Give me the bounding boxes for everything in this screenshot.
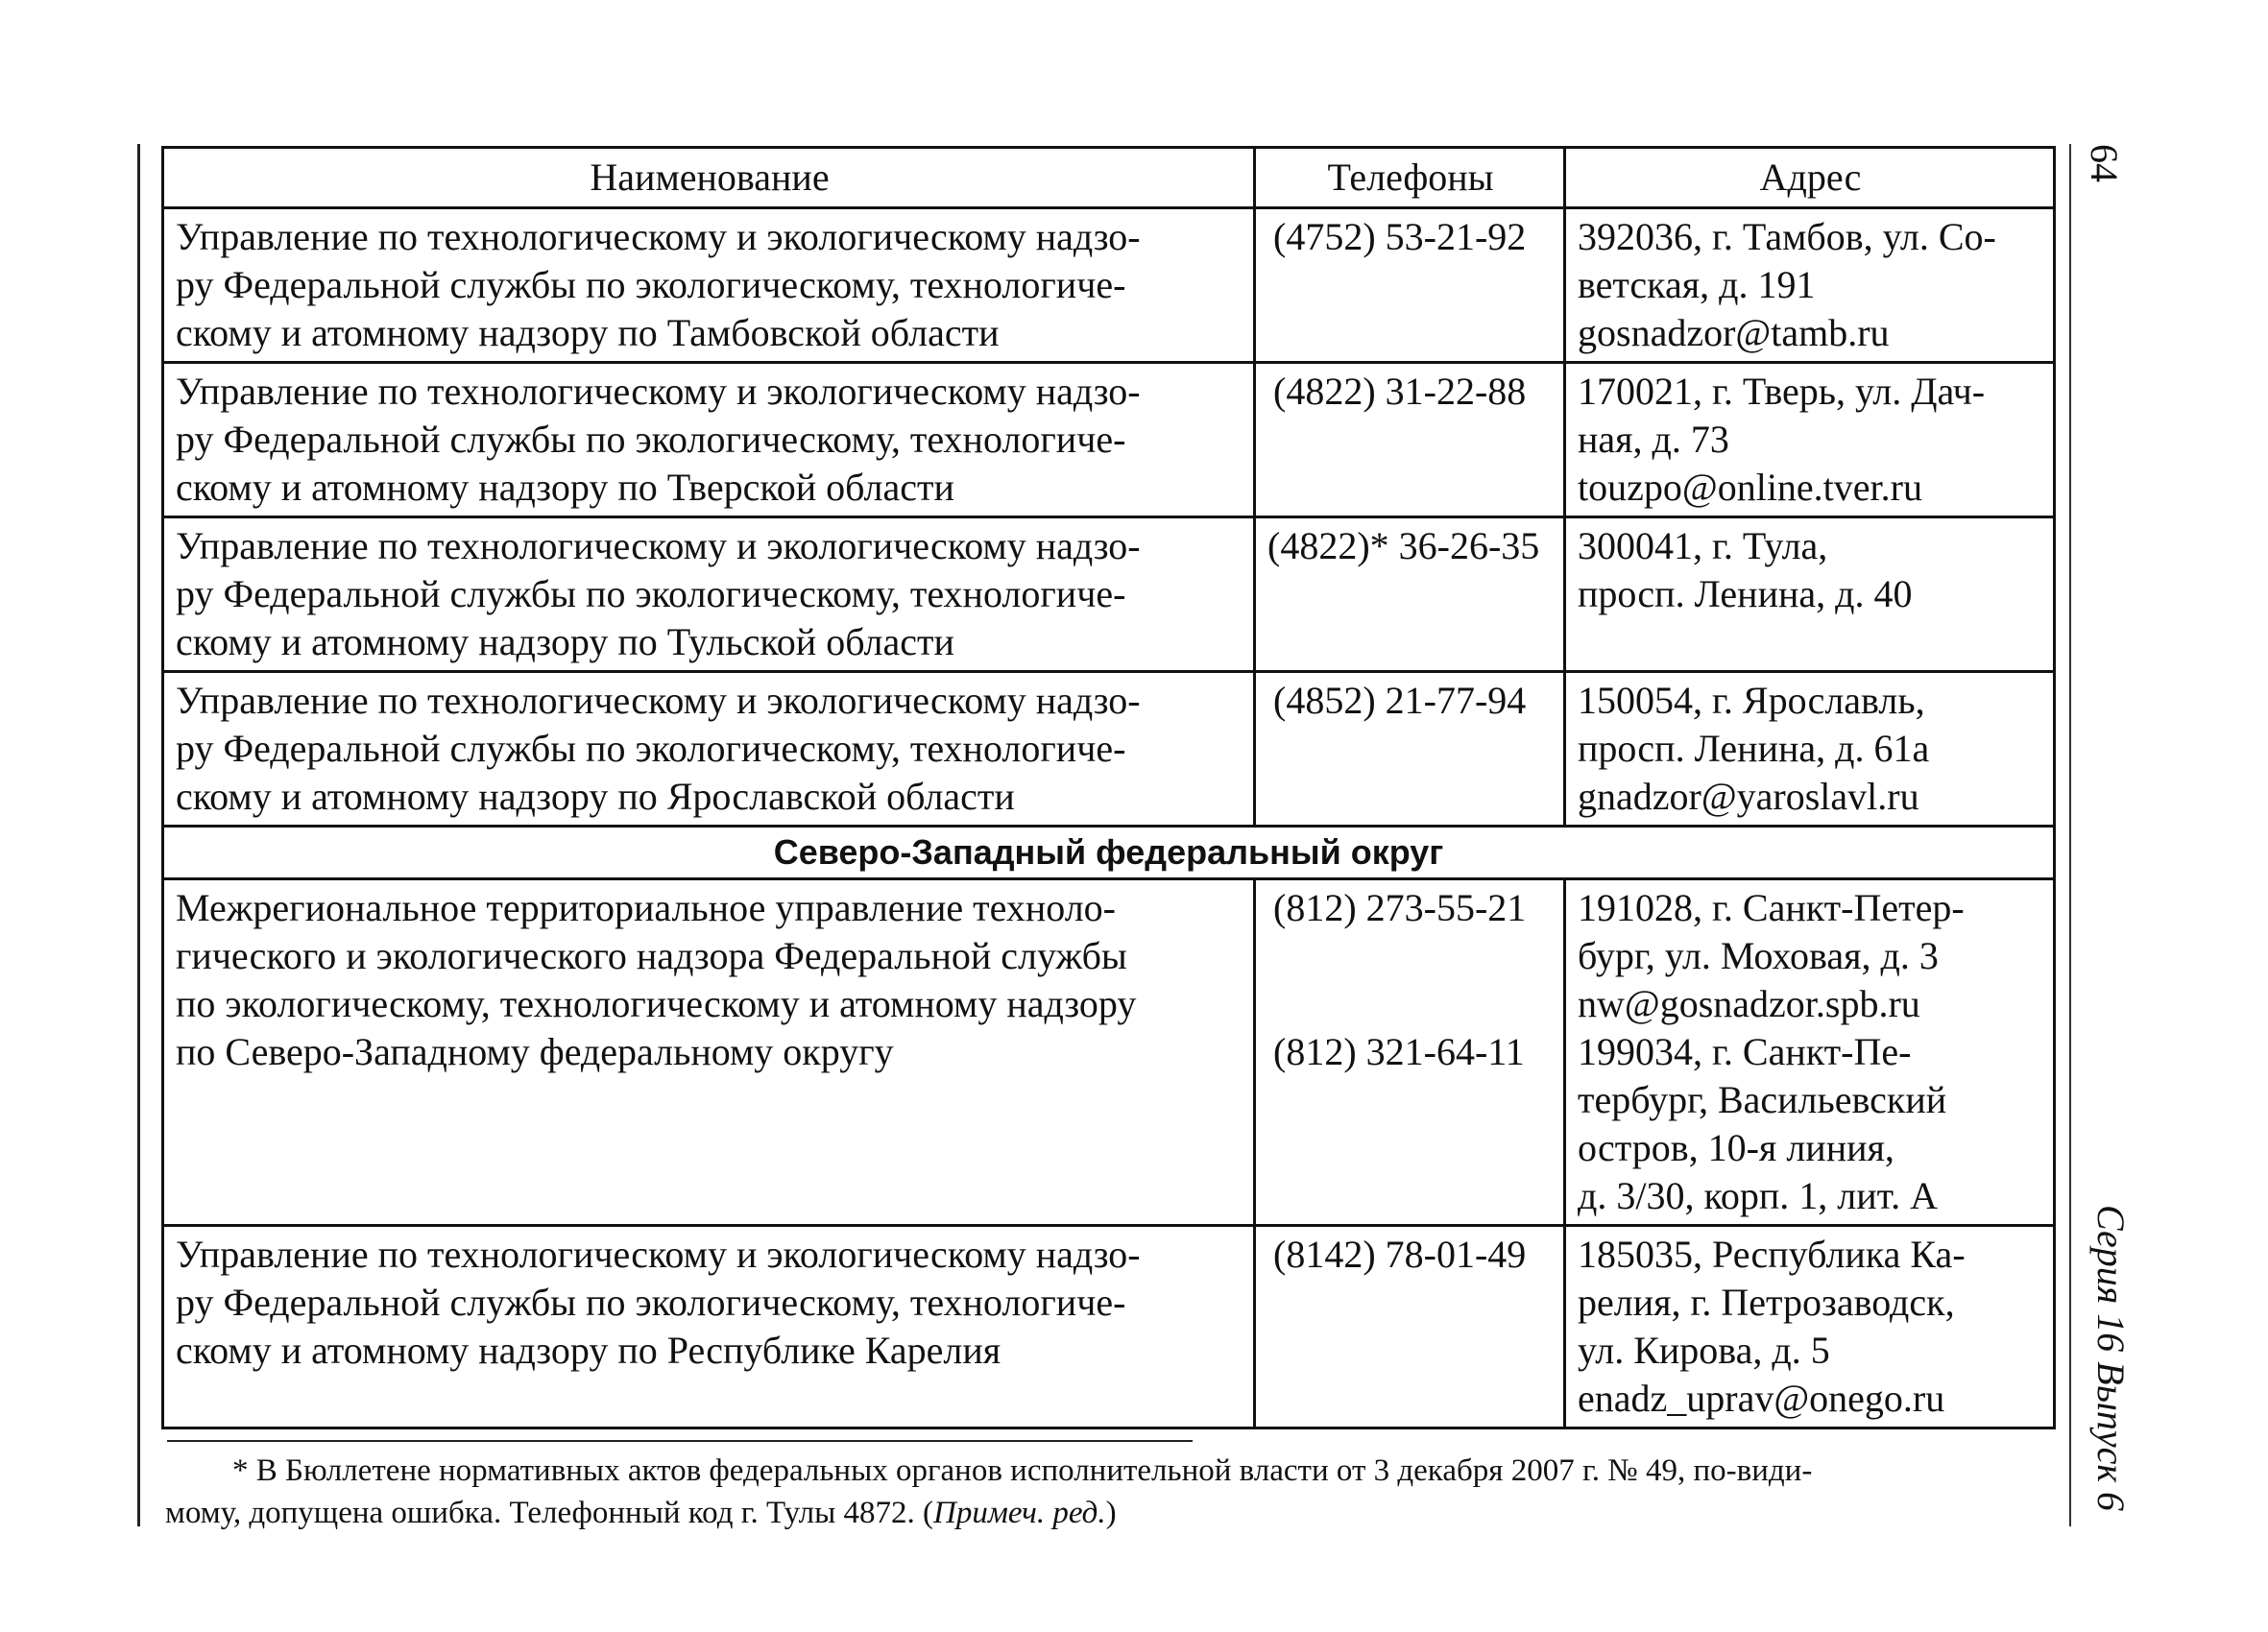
address-cell xyxy=(1565,208,2055,363)
phone-cell xyxy=(1255,517,1565,672)
phone-cell xyxy=(1255,208,1565,363)
phone-cell xyxy=(1255,1226,1565,1428)
header-address: Адрес xyxy=(1565,148,2055,208)
phone-cell xyxy=(1255,672,1565,827)
footnote xyxy=(165,1450,2047,1534)
address-line: 392036, г. Тамбов, ул. Со- xyxy=(1578,215,1996,258)
phone-number: (4852) 21-77-94 xyxy=(1273,679,1527,722)
address-line: остров, 10-я линия, xyxy=(1578,1126,1894,1169)
email-text: gnadzor@yaroslavl.ru xyxy=(1578,775,1919,818)
email-text: touzpo@online.tver.ru xyxy=(1578,466,1922,509)
org-name-line: Управление по технологическому и экологическому надзо- xyxy=(176,679,1141,722)
address-line: 170021, г. Тверь, ул. Дач- xyxy=(1578,370,1986,413)
footnote-divider xyxy=(167,1440,1193,1442)
address-cell xyxy=(1565,879,2055,1226)
series-label: Серия 16 Выпуск 6 xyxy=(2089,1205,2133,1512)
address-cell xyxy=(1565,517,2055,672)
phone-number: (812) 321-64-11 xyxy=(1273,1030,1525,1073)
email-text: nw@gosnadzor.spb.ru xyxy=(1578,982,1920,1025)
address-line: 150054, г. Ярославль, xyxy=(1578,679,1925,722)
address-line: просп. Ленина, д. 40 xyxy=(1578,572,1913,615)
phone-number: (4752) 53-21-92 xyxy=(1273,215,1527,258)
header-phones: Телефоны xyxy=(1255,148,1565,208)
org-name-line: ру Федеральной службы по экологическому, технологиче- xyxy=(176,727,1126,770)
org-name-line: ру Федеральной службы по экологическому, технологиче- xyxy=(176,263,1126,306)
address-line: ная, д. 73 xyxy=(1578,418,1729,461)
header-name: Наименование xyxy=(163,148,1255,208)
table-row xyxy=(163,363,2055,517)
address-line: релия, г. Петрозаводск, xyxy=(1578,1281,1955,1324)
org-name-line: Управление по технологическому и экологическому надзо- xyxy=(176,370,1141,413)
editor-note: Примеч. ред. xyxy=(933,1496,1106,1530)
phone-number: (812) 273-55-21 xyxy=(1273,886,1527,929)
footnote-close: ) xyxy=(1105,1496,1117,1530)
footnote-line-1: * В Бюллетене нормативных актов федеральных органов исполнительной власти от 3 декабря 2007 г. № 49, по-види- xyxy=(232,1453,1813,1488)
section-row xyxy=(163,827,2055,879)
org-name-line: скому и атомному надзору по Тульской области xyxy=(176,620,954,663)
table-row xyxy=(163,1226,2055,1428)
address-line: 191028, г. Санкт-Петер- xyxy=(1578,886,1965,929)
page-number: 64 xyxy=(2083,144,2126,182)
phone-number: (8142) 78-01-49 xyxy=(1273,1233,1527,1276)
phone-number: (4822) 31-22-88 xyxy=(1273,370,1527,413)
org-name-line: ру Федеральной службы по экологическому, технологиче- xyxy=(176,418,1126,461)
address-line: просп. Ленина, д. 61а xyxy=(1578,727,1930,770)
address-line: ул. Кирова, д. 5 xyxy=(1578,1329,1830,1372)
org-name-line: скому и атомному надзору по Республике Карелия xyxy=(176,1329,1001,1372)
org-name-line: скому и атомному надзору по Тверской области xyxy=(176,466,954,509)
table-row xyxy=(163,879,2055,1226)
right-margin-rule xyxy=(2069,144,2071,1526)
org-name-line: ру Федеральной службы по экологическому, технологиче- xyxy=(176,572,1126,615)
org-name-line: Управление по технологическому и экологическому надзо- xyxy=(176,1233,1141,1276)
directory-table xyxy=(161,146,2056,1429)
table-row xyxy=(163,517,2055,672)
section-title: Северо-Западный федеральный округ xyxy=(163,827,2055,879)
directory-table-wrapper xyxy=(161,146,2053,1429)
spacer xyxy=(1273,932,1554,980)
org-name-line: гического и экологического надзора Федеральной службы xyxy=(176,934,1127,977)
org-name-line: скому и атомному надзору по Ярославской области xyxy=(176,775,1015,818)
email-text: gosnadzor@tamb.ru xyxy=(1578,311,1890,354)
left-margin-rule xyxy=(137,144,140,1526)
org-name-line: Межрегиональное территориальное управление техноло- xyxy=(176,886,1116,929)
table-row xyxy=(163,672,2055,827)
org-name-line: Управление по технологическому и экологическому надзо- xyxy=(176,215,1141,258)
address-line: 300041, г. Тула, xyxy=(1578,524,1828,567)
email-text: enadz_uprav@onego.ru xyxy=(1578,1377,1945,1420)
phone-cell xyxy=(1255,879,1565,1226)
org-name-cell xyxy=(163,1226,1255,1428)
footnote-line-2 xyxy=(165,1492,2047,1534)
org-name-line: по экологическому, технологическому и атомному надзору xyxy=(176,982,1137,1025)
org-name-line: по Северо-Западному федеральному округу xyxy=(176,1030,894,1073)
address-line: 185035, Республика Ка- xyxy=(1578,1233,1966,1276)
address-line: д. 3/30, корп. 1, лит. А xyxy=(1578,1174,1938,1217)
org-name-cell xyxy=(163,879,1255,1226)
address-cell xyxy=(1565,672,2055,827)
address-cell xyxy=(1565,1226,2055,1428)
org-name-cell xyxy=(163,672,1255,827)
address-cell xyxy=(1565,363,2055,517)
address-line: ветская, д. 191 xyxy=(1578,263,1816,306)
table-header-row xyxy=(163,148,2055,208)
phone-number: (4822)* 36-26-35 xyxy=(1267,524,1540,567)
org-name-line: ру Федеральной службы по экологическому, технологиче- xyxy=(176,1281,1126,1324)
org-name-line: Управление по технологическому и экологическому надзо- xyxy=(176,524,1141,567)
org-name-cell xyxy=(163,208,1255,363)
org-name-cell xyxy=(163,517,1255,672)
phone-cell xyxy=(1255,363,1565,517)
address-line: 199034, г. Санкт-Пе- xyxy=(1578,1030,1912,1073)
table-row xyxy=(163,208,2055,363)
footnote-text: мому, допущена ошибка. Телефонный код г. Тулы 4872. ( xyxy=(165,1496,933,1530)
address-line: бург, ул. Моховая, д. 3 xyxy=(1578,934,1939,977)
spacer xyxy=(1273,980,1554,1028)
org-name-cell xyxy=(163,363,1255,517)
address-line: тербург, Васильевский xyxy=(1578,1078,1947,1121)
org-name-line: скому и атомному надзору по Тамбовской области xyxy=(176,311,1000,354)
